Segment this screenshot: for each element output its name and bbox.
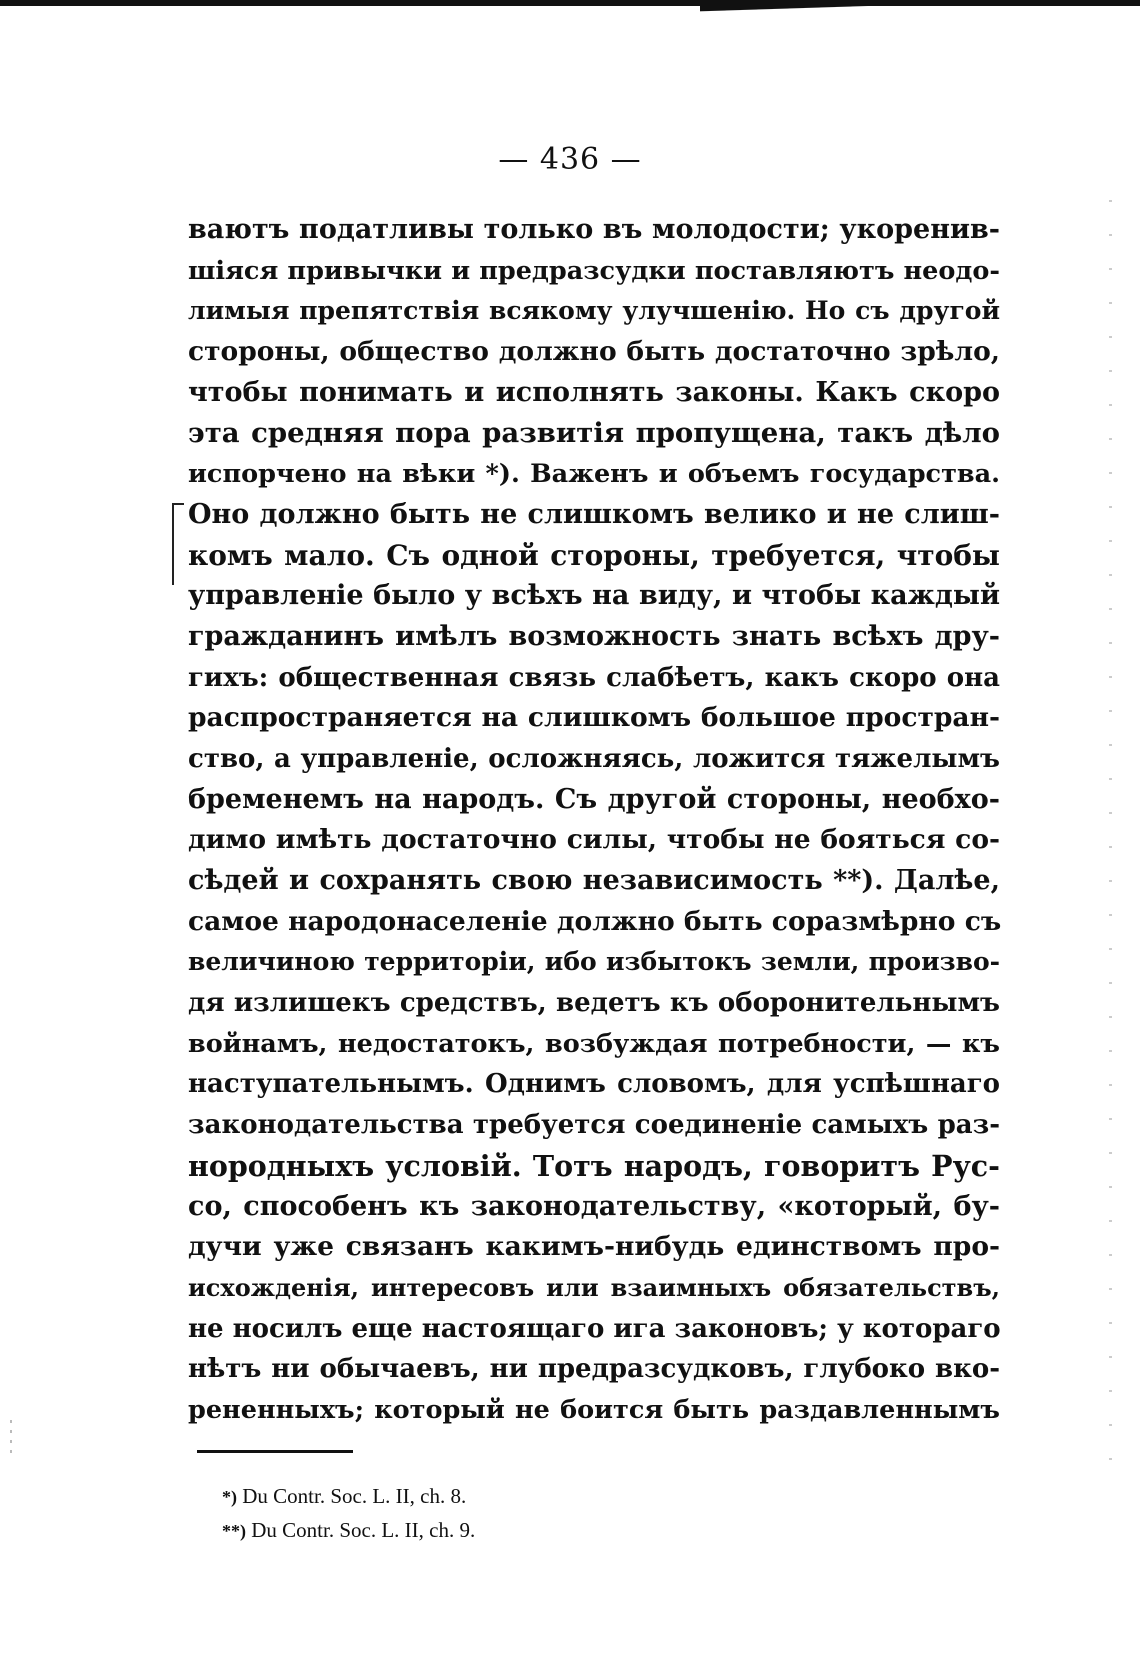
footnote-mark: *) xyxy=(222,1487,237,1507)
text-line: со, способенъ къ законодательству, «который, бу- xyxy=(188,1190,1000,1222)
text-line: эта средняя пора развитія пропущена, такъ дѣло xyxy=(188,417,1000,450)
footnote-mark: **) xyxy=(222,1521,246,1541)
text-line: димо имѣть достаточно силы, чтобы не бояться со- xyxy=(188,824,1000,856)
footnote xyxy=(222,1480,822,1514)
text-line: лимыя препятствія всякому улучшенію. Но съ другой xyxy=(188,296,1000,326)
text-line: самое народонаселеніе должно быть соразмѣрно съ xyxy=(188,905,1002,937)
text-line: дучи уже связанъ какимъ-нибудь единствомъ про- xyxy=(188,1231,1000,1263)
text-line: стороны, общество должно быть достаточно зрѣло, xyxy=(188,336,1000,368)
scan-margin-speckle xyxy=(1109,200,1112,1480)
text-line: шіяся привычки и предразсудки поставляютъ неодо- xyxy=(188,255,1000,286)
footnote-text: Du Contr. Soc. L. II, ch. 9. xyxy=(251,1518,476,1542)
text-line: ство, а управленіе, осложняясь, ложится тяжелымъ xyxy=(188,743,1000,774)
margin-bracket-mark xyxy=(172,503,184,585)
text-line: Оно должно быть не слишкомъ велико и не слиш- xyxy=(188,498,1000,530)
text-line: нородныхъ условій. Тотъ народъ, говоритъ Рус- xyxy=(188,1148,1000,1183)
text-line: гихъ: общественная связь слабѣетъ, какъ скоро она xyxy=(188,662,1000,693)
text-line: войнамъ, недостатокъ, возбуждая потребности, — къ xyxy=(188,1028,1000,1059)
text-line: дя излишекъ средствъ, ведетъ къ оборонительнымъ xyxy=(188,988,1000,1019)
text-line: бременемъ на народъ. Съ другой стороны, необхо- xyxy=(188,783,1000,815)
text-line: нѣтъ ни обычаевъ, ни предразсудковъ, глубоко вко- xyxy=(188,1354,1000,1385)
text-line: законодательства требуется соединеніе самыхъ раз- xyxy=(188,1110,1000,1141)
text-line: гражданинъ имѣлъ возможность знать всѣхъ дру- xyxy=(188,620,1000,652)
text-line: наступательнымъ. Однимъ словомъ, для успѣшнаго xyxy=(188,1069,1000,1100)
footnote-rule xyxy=(197,1450,353,1453)
text-line: управленіе было у всѣхъ на виду, и чтобы каждый xyxy=(188,580,1000,612)
footnote xyxy=(222,1514,822,1548)
text-line: не носилъ еще настоящаго ига законовъ; у котораго xyxy=(188,1313,1001,1344)
scan-margin-speckle-left xyxy=(10,1420,12,1460)
text-line: исхожденія, интересовъ или взаимныхъ обязательствъ, xyxy=(188,1272,1000,1302)
footnotes xyxy=(222,1480,822,1548)
text-line: рененныхъ; который не боится быть раздавленнымъ xyxy=(188,1394,1000,1425)
text-line: сѣдей и сохранять свою независимость **). Далѣе, xyxy=(188,865,1000,896)
text-line: величиною территоріи, ибо избытокъ земли, произво- xyxy=(188,947,1000,977)
body-text xyxy=(188,210,1000,1431)
text-line: распространяется на слишкомъ большое простран- xyxy=(188,702,1000,734)
scan-top-edge-shadow xyxy=(700,6,1140,20)
text-line: чтобы понимать и исполнять законы. Какъ скоро xyxy=(188,376,1000,408)
text-line: испорчено на вѣки *). Важенъ и объемъ государства. xyxy=(188,459,1000,490)
page-number: — 436 — xyxy=(498,142,642,177)
text-line: ваютъ податливы только въ молодости; укоренив- xyxy=(188,214,1000,245)
footnote-text: Du Contr. Soc. L. II, ch. 8. xyxy=(242,1484,467,1508)
text-line: комъ мало. Съ одной стороны, требуется, чтобы xyxy=(188,538,1000,572)
